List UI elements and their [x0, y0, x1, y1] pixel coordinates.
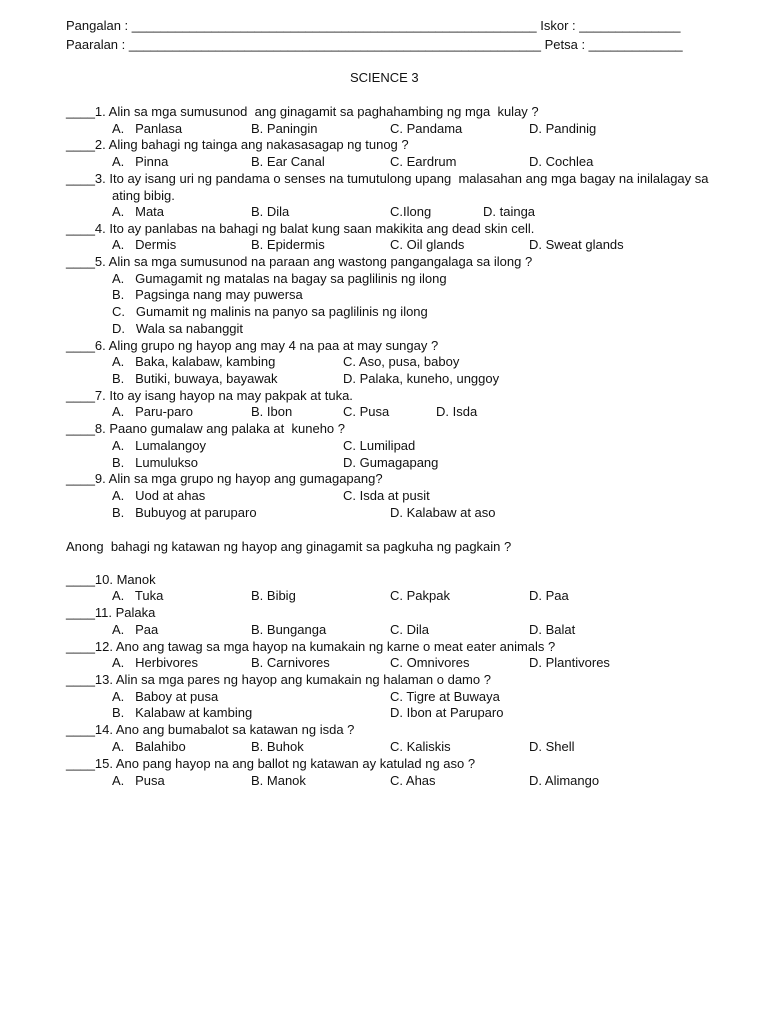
q13-choice-c: C. Tigre at Buwaya — [390, 689, 500, 704]
q5-choice-b: B. Pagsinga nang may puwersa — [112, 287, 303, 302]
q13-choice-b: B. Kalabaw at kambing — [112, 705, 253, 720]
q2-choice-d: D. Cochlea — [529, 154, 594, 169]
q6-choice-c: C. Aso, pusa, baboy — [343, 354, 460, 369]
q7-choice-c: C. Pusa — [343, 404, 390, 419]
q2-choice-a: A. Pinna — [112, 154, 169, 169]
q13-choice-a: A. Baboy at pusa — [112, 689, 219, 704]
q4-choice-d: D. Sweat glands — [529, 237, 624, 252]
q7-choice-a: A. Paru-paro — [112, 404, 193, 419]
q10-choice-a: A. Tuka — [112, 588, 164, 603]
q1-choice-d: D. Pandinig — [529, 121, 597, 136]
question-13: ____13. Alin sa mga pares ng hayop ang kumakain ng halaman o damo ? — [66, 672, 491, 687]
q12-choice-b: B. Carnivores — [251, 655, 330, 670]
question-7: ____7. Ito ay isang hayop na may pakpak at tuka. — [66, 388, 353, 403]
q15-choice-d: D. Alimango — [529, 773, 600, 788]
q7-choice-d: D. Isda — [436, 404, 478, 419]
q9-choice-a: A. Uod at ahas — [112, 488, 206, 503]
q14-choice-b: B. Buhok — [251, 739, 304, 754]
q11-choice-c: C. Dila — [390, 622, 430, 637]
q10-choice-b: B. Bibig — [251, 588, 296, 603]
question-3: ____3. Ito ay isang uri ng pandama o senses na tumutulong upang malasahan ang mga bagay na inilalagay sa — [66, 171, 709, 186]
q11-choice-b: B. Bunganga — [251, 622, 327, 637]
page-title: SCIENCE 3 — [350, 70, 419, 85]
q4-choice-a: A. Dermis — [112, 237, 177, 252]
q2-choice-c: C. Eardrum — [390, 154, 457, 169]
q8-choice-d: D. Gumagapang — [343, 455, 439, 470]
question-14: ____14. Ano ang bumabalot sa katawan ng isda ? — [66, 722, 355, 737]
q9-choice-c: C. Isda at pusit — [343, 488, 430, 503]
q5-choice-c: C. Gumamit ng malinis na panyo sa paglilinis ng ilong — [112, 304, 428, 319]
q9-choice-b: B. Bubuyog at paruparo — [112, 505, 257, 520]
q6-choice-b: B. Butiki, buwaya, bayawak — [112, 371, 278, 386]
question-10: ____10. Manok — [66, 572, 156, 587]
question-15: ____15. Ano pang hayop na ang ballot ng katawan ay katulad ng aso ? — [66, 756, 476, 771]
question-12: ____12. Ano ang tawag sa mga hayop na kumakain ng karne o meat eater animals ? — [66, 639, 556, 654]
q4-choice-c: C. Oil glands — [390, 237, 465, 252]
q10-choice-d: D. Paa — [529, 588, 569, 603]
q8-choice-b: B. Lumulukso — [112, 455, 198, 470]
q3-choice-c: C.Ilong — [390, 204, 432, 219]
q7-choice-b: B. Ibon — [251, 404, 293, 419]
question-8: ____8. Paano gumalaw ang palaka at kuneho ? — [66, 421, 345, 436]
q14-choice-a: A. Balahibo — [112, 739, 186, 754]
q14-choice-c: C. Kaliskis — [390, 739, 451, 754]
question-5: ____5. Alin sa mga sumusunod na paraan ang wastong pangangalaga sa ilong ? — [66, 254, 533, 269]
q15-choice-a: A. Pusa — [112, 773, 165, 788]
question-9: ____9. Alin sa mga grupo ng hayop ang gumagapang? — [66, 471, 383, 486]
question-11: ____11. Palaka — [66, 605, 156, 620]
question-2: ____2. Aling bahagi ng tainga ang nakasasagap ng tunog ? — [66, 137, 409, 152]
name-score-line: Pangalan : ________________________________________________________ Iskor : ______________ — [66, 18, 681, 33]
q3-choice-b: B. Dila — [251, 204, 290, 219]
question-6: ____6. Aling grupo ng hayop ang may 4 na paa at may sungay ? — [66, 338, 439, 353]
q6-choice-d: D. Palaka, kuneho, unggoy — [343, 371, 500, 386]
question-4: ____4. Ito ay panlabas na bahagi ng balat kung saan makikita ang dead skin cell. — [66, 221, 535, 236]
q4-choice-b: B. Epidermis — [251, 237, 325, 252]
q2-choice-b: B. Ear Canal — [251, 154, 325, 169]
q3-choice-d: D. tainga — [483, 204, 536, 219]
q1-choice-a: A. Panlasa — [112, 121, 183, 136]
q15-choice-c: C. Ahas — [390, 773, 436, 788]
q3-choice-a: A. Mata — [112, 204, 165, 219]
q13-choice-d: D. Ibon at Paruparo — [390, 705, 504, 720]
section-instruction: Anong bahagi ng katawan ng hayop ang ginagamit sa pagkuha ng pagkain ? — [66, 539, 512, 554]
q1-choice-c: C. Pandama — [390, 121, 463, 136]
school-date-line: Paaralan : _________________________________________________________ Petsa : _____________ — [66, 37, 683, 52]
q5-choice-d: D. Wala sa nabanggit — [112, 321, 244, 336]
question-3-continued: ating bibig. — [112, 188, 175, 203]
q12-choice-c: C. Omnivores — [390, 655, 470, 670]
q9-choice-d: D. Kalabaw at aso — [390, 505, 496, 520]
q10-choice-c: C. Pakpak — [390, 588, 450, 603]
q8-choice-a: A. Lumalangoy — [112, 438, 206, 453]
q8-choice-c: C. Lumilipad — [343, 438, 416, 453]
q5-choice-a: A. Gumagamit ng matalas na bagay sa paglilinis ng ilong — [112, 271, 447, 286]
q12-choice-a: A. Herbivores — [112, 655, 198, 670]
q11-choice-a: A. Paa — [112, 622, 159, 637]
q6-choice-a: A. Baka, kalabaw, kambing — [112, 354, 276, 369]
q1-choice-b: B. Paningin — [251, 121, 318, 136]
question-1: ____1. Alin sa mga sumusunod ang ginagamit sa paghahambing ng mga kulay ? — [66, 104, 539, 119]
q14-choice-d: D. Shell — [529, 739, 575, 754]
q11-choice-d: D. Balat — [529, 622, 576, 637]
q12-choice-d: D. Plantivores — [529, 655, 610, 670]
q15-choice-b: B. Manok — [251, 773, 306, 788]
